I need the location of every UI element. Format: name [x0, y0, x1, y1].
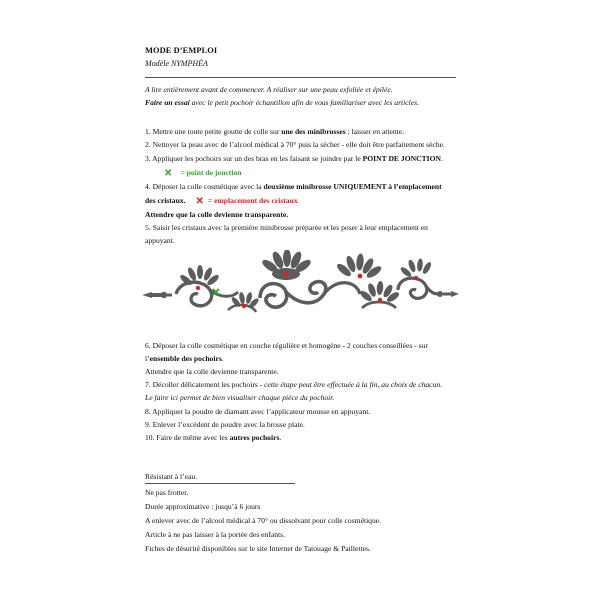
footer-divider — [145, 483, 295, 484]
step-10-end: . — [279, 433, 282, 442]
step-1 — [145, 127, 404, 137]
step-1-end: ; laisser en attente. — [345, 127, 405, 136]
footer-duration: Durée approximative : jusqu’à 6 jours — [145, 502, 261, 511]
step-5: 5. Saisir les cristaux avec la première minibrosse préparée et les poser à leur emplacement en — [145, 223, 428, 232]
step-3-text: 3. Appliquer les pochoirs sur un des bras en les faisant se joindre par le — [145, 154, 363, 163]
step-3 — [145, 154, 443, 164]
step-1-text: 1. Mettre une toute petite goutte de colle sur — [145, 127, 282, 136]
legend-junction-label: = point de jonction — [180, 168, 242, 177]
step-4-text: 4. Déposer la colle cosmétique avec la — [145, 182, 264, 191]
step-4-bold: deuxième minibrosse UNIQUEMENT à l’emplacement — [263, 182, 442, 191]
step-3-bold: POINT DE JONCTION — [362, 154, 441, 163]
footer-no-rub: Ne pas frotter. — [145, 488, 189, 497]
step-2: 2. Nettoyer la peau avec de l’alcool médical à 70° puis la sécher - elle doit être parfaitement sèche. — [145, 140, 445, 149]
footer-children-warning: Article à ne pas laisser à la portée des enfants. — [145, 530, 286, 539]
footer-water-resistant: Résistant à l’eau. — [145, 472, 198, 481]
page-subtitle: Modèle NYMPHÉA — [145, 59, 208, 68]
intro-line-2 — [145, 98, 419, 108]
step-6-wait: Attendre que la colle devienne transparente. — [145, 367, 279, 376]
step-10-text: 10. Faire de même avec les — [145, 433, 230, 442]
step-10 — [145, 433, 281, 443]
intro-emphasis: Faire un essai — [145, 98, 190, 107]
step-7-line-2: Le faire ici permet de bien visualiser chaque pièce du pochoir. — [145, 393, 335, 402]
legend-junction — [164, 168, 241, 179]
nymphea-stencil-ornament — [140, 250, 460, 328]
step-4-bold-2: des cristaux. — [145, 196, 186, 205]
step-1-bold: une des minibrosses — [281, 127, 346, 136]
x-mark-red-icon: ✕ — [195, 196, 204, 207]
footer-removal: A enlever avec de l’alcool médical à 70° ou dissolvant pour colle cosmétique. — [145, 516, 382, 525]
intro-line-1: A lire entièrement avant de commencer. A réaliser sur une peau exfoliée et épilée. — [145, 85, 393, 94]
step-7-italic: cette étape peut être effectuée à la fin, au choix de chacun. — [264, 380, 443, 389]
footer-safety-sheets: Fiches de désurité disponibles sur le site Internet de Tatouage & Paillettes. — [145, 544, 371, 553]
step-9: 9. Enlever l’excédent de poudre avec la brosse plate. — [145, 420, 305, 429]
page-title: MODE D’EMPLOI — [145, 46, 218, 55]
step-4-wait: Attendre que la colle devienne transparente. — [145, 210, 289, 219]
step-4 — [145, 182, 442, 192]
legend-crystal-label: = emplacement des cristaux — [207, 196, 298, 205]
step-6-end: . — [221, 354, 224, 363]
x-mark-green-icon: ✕ — [164, 168, 173, 179]
step-6-line-2 — [145, 354, 224, 364]
step-5-line-2: appuyant. — [145, 236, 175, 245]
step-4-line-2 — [145, 196, 298, 207]
step-3-end: . — [440, 154, 443, 163]
intro-rest: avec le petit pochoir échantillon afin de vous familiariser avec les articles. — [189, 98, 419, 107]
step-6-bold: ensemble des pochoirs — [149, 354, 222, 363]
header-divider — [145, 77, 456, 78]
step-6: 6. Déposer la colle cosmétique en couche régulière et homogène - 2 couches conseillées - sur — [145, 341, 428, 350]
step-8: 8. Appliquer la poudre de diamant avec l’applicateur mousse en appuyant. — [145, 407, 371, 416]
step-6-prefix: l’ — [145, 354, 150, 363]
step-10-bold: autres pochoirs — [229, 433, 280, 442]
step-7-text: 7. Décoller délicatement les pochoirs - — [145, 380, 265, 389]
step-7 — [145, 380, 442, 390]
